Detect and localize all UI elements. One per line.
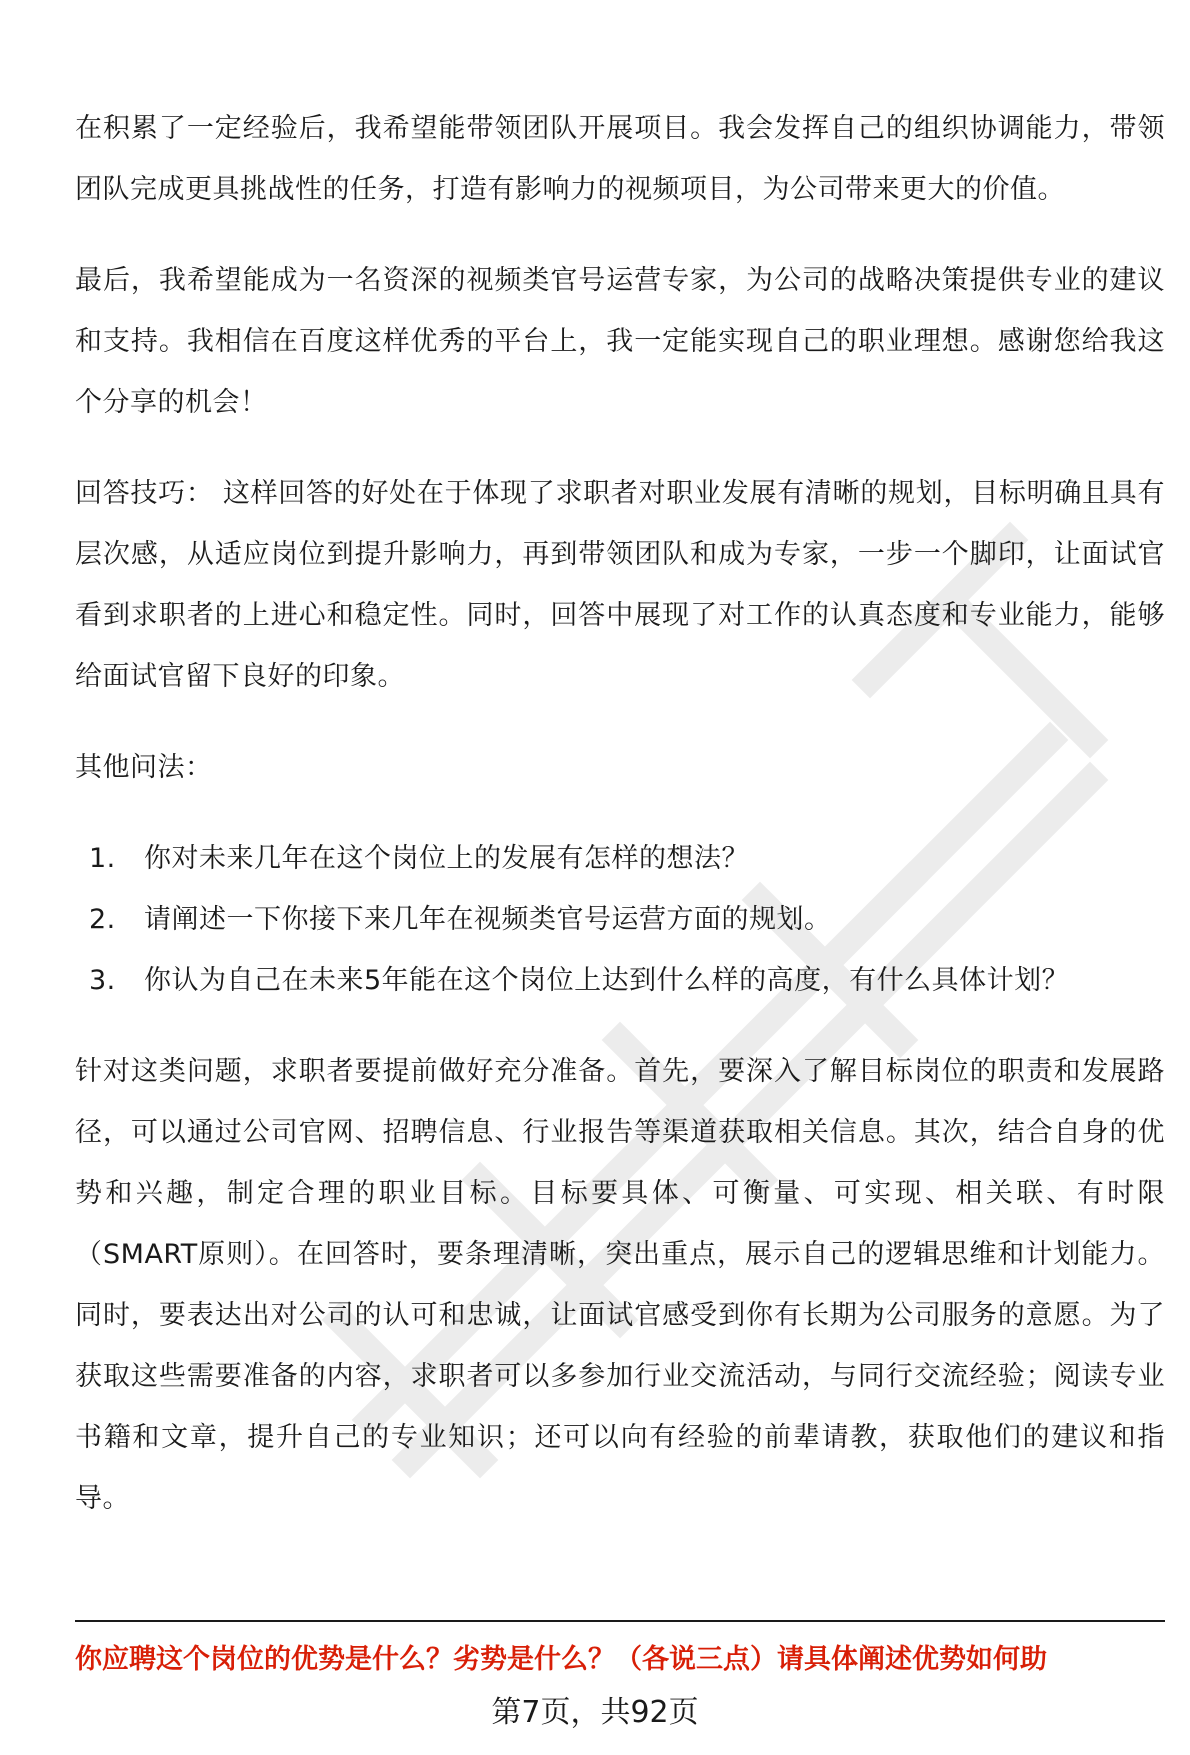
list-item-text: 你对未来几年在这个岗位上的发展有怎样的想法？ <box>144 843 749 874</box>
list-item-number: 3. <box>89 965 116 996</box>
section-divider <box>75 1620 1165 1622</box>
list-item-number: 1. <box>89 843 116 874</box>
list-item-text: 你认为自己在未来5年能在这个岗位上达到什么样的高度，有什么具体计划？ <box>144 965 1070 996</box>
list-item-text: 请阐述一下你接下来几年在视频类官号运营方面的规划。 <box>144 904 832 935</box>
paragraph-team-leadership: 在积累了一定经验后，我希望能带领团队开展项目。我会发挥自己的组织协调能力，带领团队完成更具挑战性的任务，打造有影响力的视频项目，为公司带来更大的价值。 <box>75 113 1165 205</box>
list-item <box>75 889 1165 950</box>
next-question-heading: 你应聘这个岗位的优势是什么？劣势是什么？（各说三点）请具体阐述优势如何助 <box>75 1644 1047 1675</box>
list-item-number: 2. <box>89 904 116 935</box>
other-questions-list <box>75 828 1165 1011</box>
paragraph-preparation-advice: 针对这类问题，求职者要提前做好充分准备。首先，要深入了解目标岗位的职责和发展路径，可以通过公司官网、招聘信息、行业报告等渠道获取相关信息。其次，结合自身的优势和兴趣，制定合理的职业目标。目标要具体、可衡量、可实现、相关联、有时限（SMART原则）。在回答时，要条理清晰，突出重点，展示自己的逻辑思维和计划能力。同时，要表达出对公司的认可和忠诚，让面试官感受到你有长期为公司服务的意愿。为了获取这些需要准备的内容，求职者可以多参加行业交流活动，与同行交流经验；阅读专业书籍和文章，提升自己的专业知识；还可以向有经验的前辈请教，获取他们的建议和指导。 <box>75 1056 1165 1514</box>
main-content <box>75 98 1165 1529</box>
paragraph-answer-tips: 回答技巧： 这样回答的好处在于体现了求职者对职业发展有清晰的规划，目标明确且具有层次感，从适应岗位到提升影响力，再到带领团队和成为专家，一步一个脚印，让面试官看到求职者的上进心和稳定性。同时，回答中展现了对工作的认真态度和专业能力，能够给面试官留下良好的印象。 <box>75 478 1165 692</box>
page-number-footer: 第7页，共92页 <box>491 1695 699 1730</box>
list-item <box>75 950 1165 1011</box>
list-item <box>75 828 1165 889</box>
paragraph-other-questions-heading: 其他问法： <box>75 752 213 783</box>
paragraph-career-goal: 最后，我希望能成为一名资深的视频类官号运营专家，为公司的战略决策提供专业的建议和支持。我相信在百度这样优秀的平台上，我一定能实现自己的职业理想。感谢您给我这个分享的机会！ <box>75 265 1165 418</box>
